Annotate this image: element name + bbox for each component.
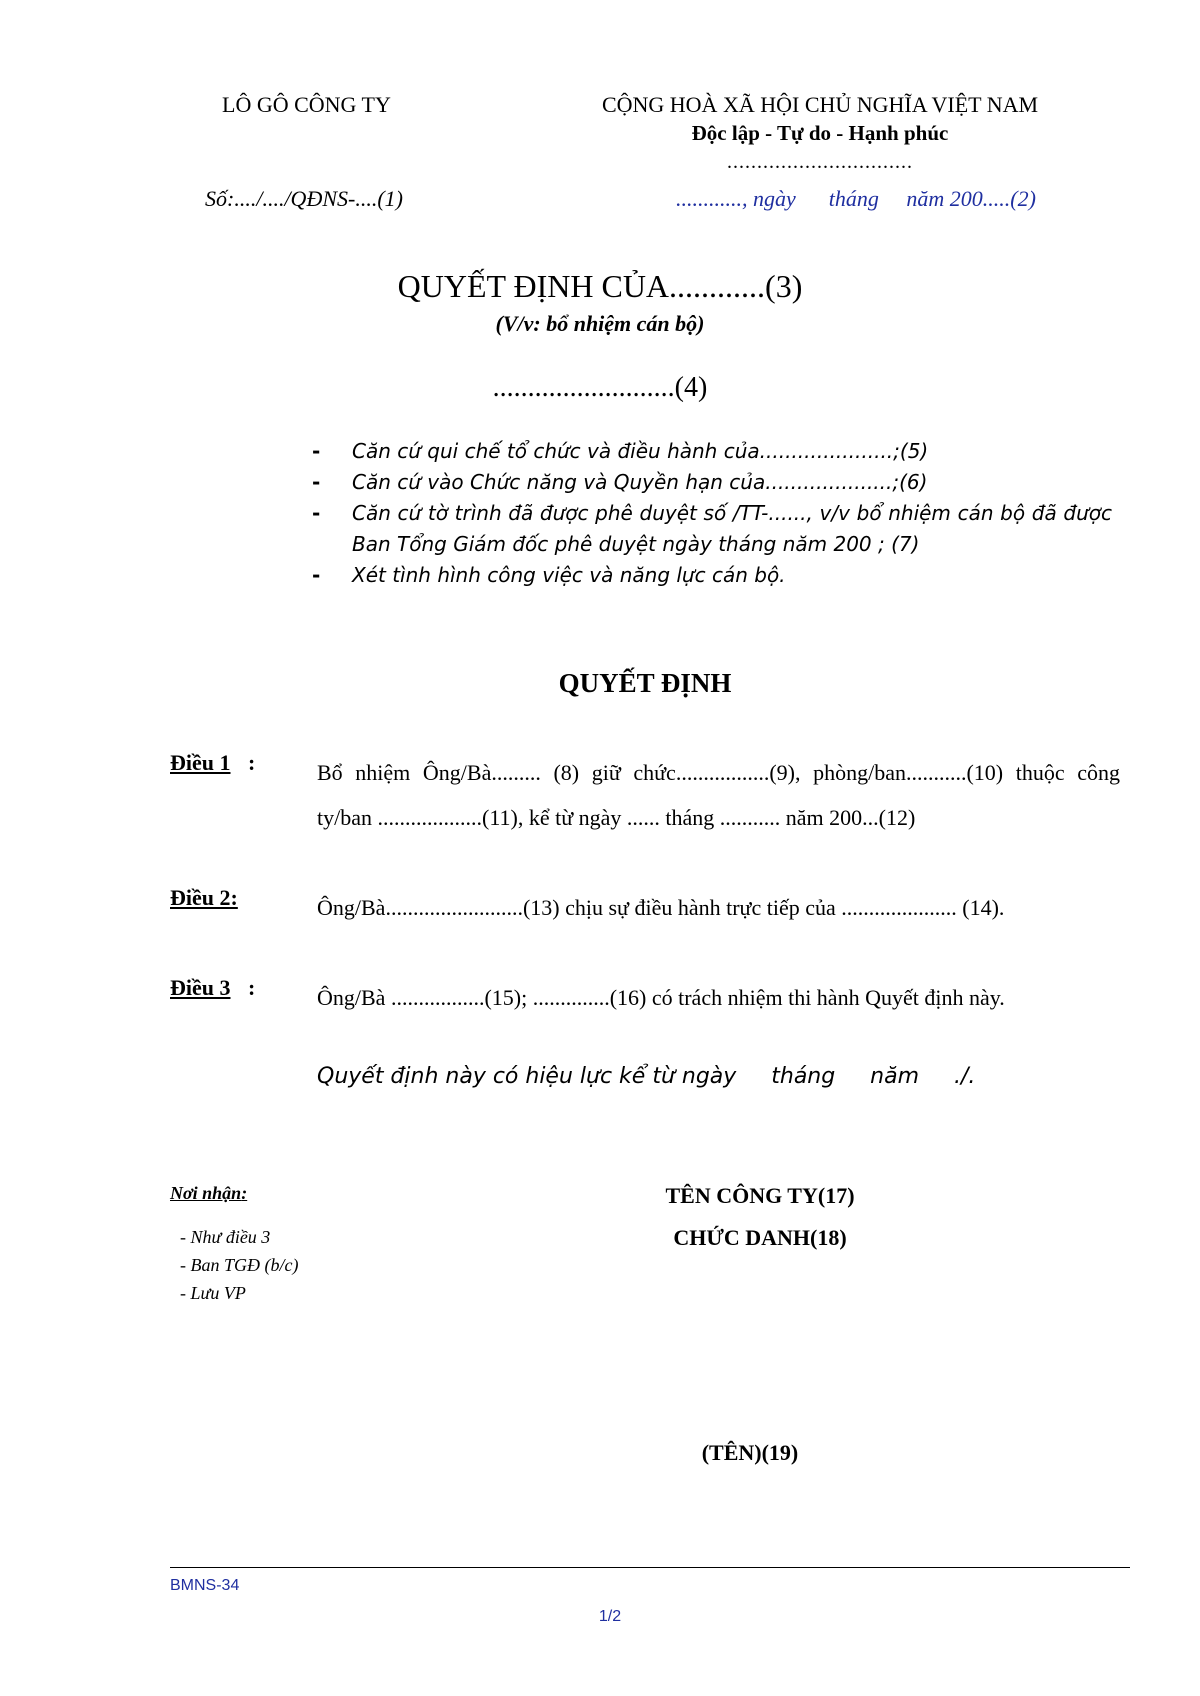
article-2 (170, 885, 1120, 930)
date-line: ............, ngày tháng năm 200.....(2) (676, 186, 1036, 211)
basis-item (312, 560, 1112, 591)
basis-text: Căn cứ qui chế tổ chức và điều hành của.....................;(5) (352, 439, 929, 463)
article-3 (170, 975, 1120, 1020)
form-code: BMNS-34 (170, 1577, 240, 1594)
basis-item (312, 436, 1112, 467)
recipients-title (170, 1183, 247, 1204)
issuer-line: ..........................(4) (492, 372, 708, 403)
article-label: Điều 2: (170, 885, 238, 910)
recipients-list (180, 1223, 298, 1307)
national-motto: Độc lập - Tự do - Hạnh phúc (691, 121, 949, 145)
document-subtitle: (V/v: bổ nhiệm cán bộ) (495, 311, 705, 336)
document-title: QUYẾT ĐỊNH CỦA............(3) (397, 268, 803, 304)
document-number: Số:..../..../QĐNS-....(1) (205, 186, 403, 211)
basis-bullet: - (312, 470, 321, 494)
nation-title: CỘNG HOÀ XÃ HỘI CHỦ NGHĨA VIỆT NAM (601, 92, 1039, 117)
article-text: Ông/Bà .................(15); ..............(16) có trách nhiệm thi hành Quyết định này. (317, 985, 1005, 1010)
recipient-item: - Lưu VP (180, 1283, 246, 1303)
article-label (170, 750, 231, 776)
article-label-suffix: : (248, 750, 256, 775)
article-label-suffix: : (248, 975, 256, 1000)
signature-company: TÊN CÔNG TY(17) (665, 1183, 855, 1208)
article-label (170, 975, 231, 1001)
basis-item (312, 467, 1112, 498)
article-label-text: Điều 3 (170, 975, 231, 1000)
footer-divider (170, 1567, 1130, 1568)
signature-name: (TÊN)(19) (701, 1440, 799, 1465)
basis-bullet: - (312, 501, 321, 525)
basis-text: Căn cứ tờ trình đã được phê duyệt số /TT-......, v/v bổ nhiệm cán bộ đã được Ban Tổng Giám đốc phê duyệt ngày tháng năm 200 ; (7) (352, 501, 1112, 556)
recipients-title-text: Nơi nhận (170, 1183, 242, 1203)
page-number: 1/2 (598, 1608, 622, 1625)
article-1 (170, 750, 1120, 840)
legal-basis-list (312, 436, 1112, 591)
recipient-item: - Như điều 3 (180, 1227, 271, 1247)
effective-date-clause: Quyết định này có hiệu lực kể từ ngày tháng năm ./. (317, 1064, 976, 1089)
recipient-item: - Ban TGĐ (b/c) (180, 1255, 299, 1275)
basis-text: Căn cứ vào Chức năng và Quyền hạn của....................;(6) (352, 470, 928, 494)
basis-bullet: - (312, 439, 321, 463)
basis-bullet: - (312, 563, 321, 587)
decision-heading: QUYẾT ĐỊNH (558, 668, 732, 698)
motto-separator: ............................... (727, 151, 913, 173)
article-label-text: Điều 1 (170, 750, 231, 775)
basis-text: Xét tình hình công việc và năng lực cán bộ. (352, 563, 786, 587)
article-text: Ông/Bà.........................(13) chịu sự điều hành trực tiếp của ..................... (14). (317, 895, 1005, 920)
recipients-title-suffix: : (241, 1183, 248, 1203)
article-text: Bổ nhiệm Ông/Bà......... (8) giữ chức.................(9), phòng/ban...........(10) thuộc công ty/ban ...................(11), kể từ ngày ...... tháng ........... năm 200...(12) (317, 760, 1120, 830)
company-logo-placeholder: LÔ GÔ CÔNG TY (222, 92, 391, 117)
signature-position: CHỨC DANH(18) (673, 1225, 847, 1250)
basis-item (312, 498, 1112, 560)
